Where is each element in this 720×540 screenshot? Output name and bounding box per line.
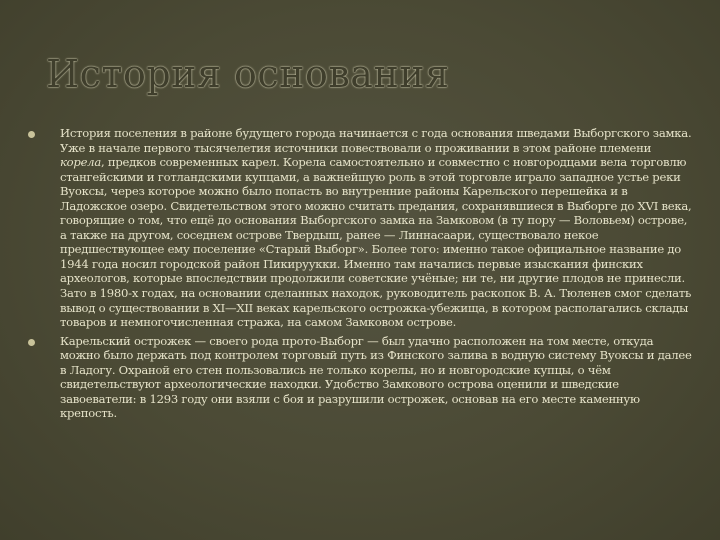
bullet-item (24, 126, 694, 330)
bullet-list (24, 126, 694, 425)
bullet-text: История поселения в районе будущего города начинается с года основания шведами Выборгского замка. Уже в начале первого тысячелетия источники повествовали о проживании в этом районе племени корела, предков современных карел. Корела самостоятельно и совместно с новгородцами вела торговлю стангейскими и готландскими купцами, а важнейшую роль в этой торговле играло западное устье реки Вуоксы, через которое можно было попасть во внутренние районы Карельского перешейка и в Ладожское озеро. Свидетельством этого можно считать предания, сохранявшиеся в Выборге до XVI века, говорящие о том, что ещё до основания Выборгского замка на Замковом (в ту пору — Воловьем) острове, а также на другом, соседнем острове Твердыш, ранее — Линнасаари, существовало некое предшествующее ему поселение «Старый Выборг». Более того: именно такое официальное название до 1944 года носил городской район Пикируукки. Именно там начались первые изыскания финских археологов, которые впоследствии продолжили советские учёные; ни те, ни другие плодов не принесли. Зато в 1980-х годах, на основании сделанных находок, руководитель раскопок В. А. Тюленев смог сделать вывод о существовании в XI—XII веках карельского острожка-убежища, в котором располагались склады товаров и немногочисленная стража, на самом Замковом острове. (60, 126, 692, 330)
slide-title: История основания (46, 52, 450, 96)
bullet-icon (28, 131, 35, 138)
bullet-icon (28, 339, 35, 346)
bullet-item (24, 334, 694, 421)
bullet-text: Карельский острожек — своего рода прото-Выборг — был удачно расположен на том месте, откуда можно было держать под контролем торговый путь из Финского залива в водную систему Вуоксы и далее в Ладогу. Охраной его стен пользовались не только корелы, но и новгородские купцы, о чём свидетельствуют археологические находки. Удобство Замкового острова оценили и шведские завоеватели: в 1293 году они взяли с боя и разрушили острожек, основав на его месте каменную крепость. (60, 333, 692, 421)
emphasis-text: корела (60, 155, 101, 170)
